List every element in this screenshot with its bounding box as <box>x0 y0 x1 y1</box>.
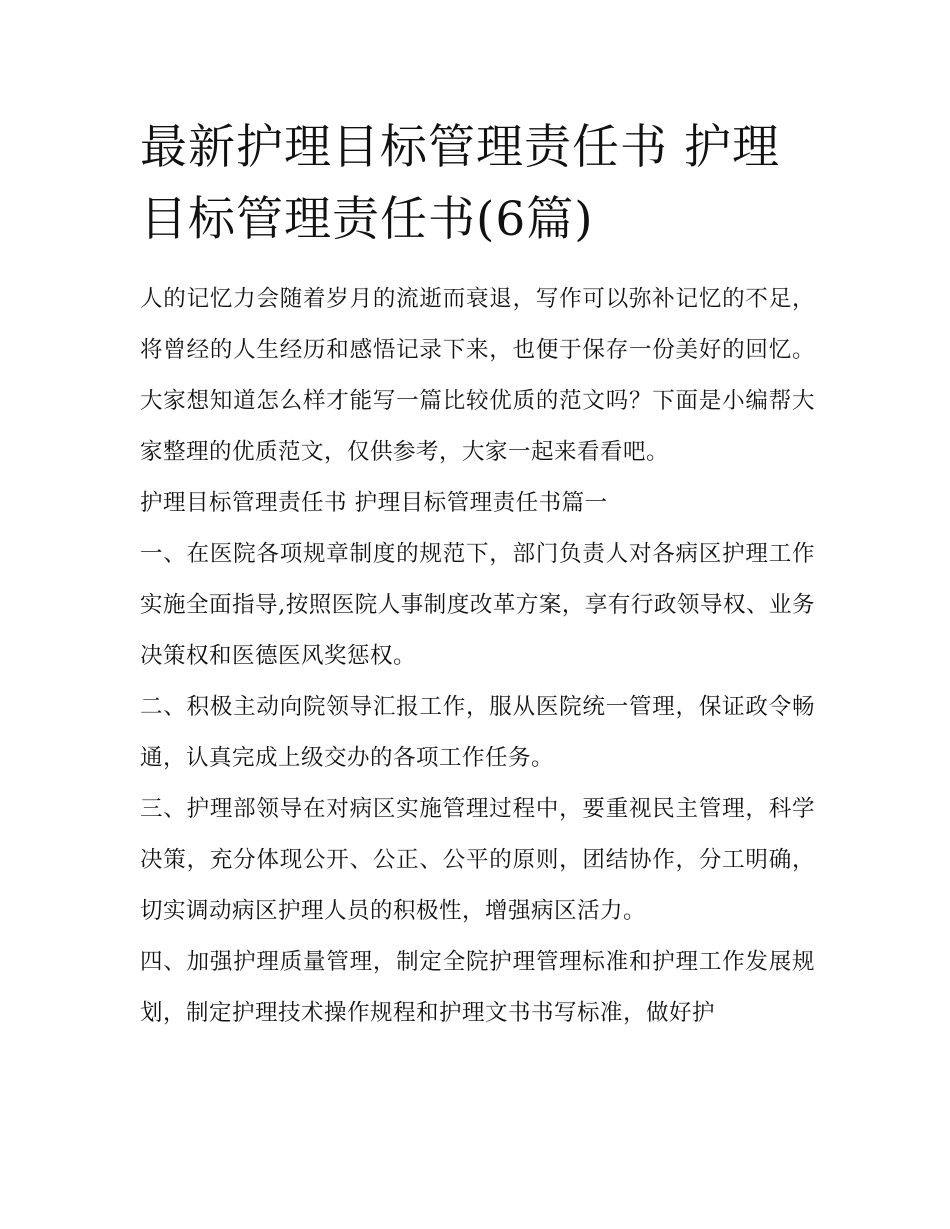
list-item: 三、护理部领导在对病区实施管理过程中，要重视民主管理，科学决策，充分体现公开、公正、公平的原则，团结协作，分工明确，切实调动病区护理人员的积极性，增强病区活力。 <box>140 796 815 924</box>
intro-paragraph: 人的记忆力会随着岁月的流逝而衰退，写作可以弥补记忆的不足，将曾经的人生经历和感悟记录下来，也便于保存一份美好的回忆。大家想知道怎么样才能写一篇比较优质的范文吗？下面是小编帮大家整理的优质范文，仅供参考，大家一起来看看吧。 <box>140 286 815 465</box>
list-item: 二、积极主动向院领导汇报工作，服从医院统一管理，保证政令畅通，认真完成上级交办的各项工作任务。 <box>140 694 815 771</box>
document-title: 最新护理目标管理责任书 护理目标管理责任书(6篇) <box>140 120 780 247</box>
document-body <box>140 112 815 1039</box>
list-item: 一、在医院各项规章制度的规范下，部门负责人对各病区护理工作实施全面指导,按照医院人事制度改革方案，享有行政领导权、业务决策权和医德医风奖惩权。 <box>140 541 815 669</box>
section-heading: 护理目标管理责任书 护理目标管理责任书篇一 <box>140 490 608 516</box>
list-item: 四、加强护理质量管理，制定全院护理管理标准和护理工作发展规划，制定护理技术操作规程和护理文书书写标准，做好护 <box>140 949 815 1026</box>
